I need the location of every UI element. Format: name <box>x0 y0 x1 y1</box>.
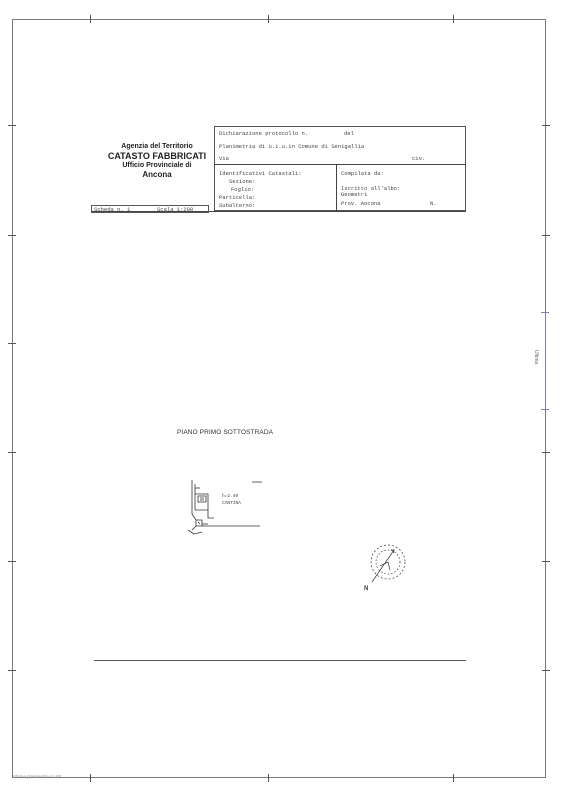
compass-north-label: N <box>364 586 369 592</box>
cadastral-label: Identificativi Catastali: <box>219 170 302 177</box>
frame-tick <box>268 15 269 23</box>
room-name: CANTINA <box>222 501 241 506</box>
cadastral-subunit: Subalterno: <box>219 202 256 209</box>
register-profession: Geometri <box>341 191 368 198</box>
province: Prov. Ancona <box>341 200 381 207</box>
municipality-row: Planimetria di u.i.u.in Comune di Senigallia <box>219 143 365 150</box>
agency-block <box>98 143 216 179</box>
frame-tick <box>542 452 550 453</box>
frame-tick <box>542 670 550 671</box>
agency-office: Ufficio Provinciale di <box>122 162 192 169</box>
street-row: Via <box>219 155 229 162</box>
frame-tick <box>8 235 16 236</box>
side-marker-cap <box>541 312 549 313</box>
agency-city: Ancona <box>142 170 172 179</box>
frame-tick <box>8 343 16 344</box>
compass-rose-icon <box>360 538 412 590</box>
cadastral-parcel: Particella: <box>219 194 256 201</box>
header-column-divider <box>336 164 337 211</box>
frame-tick <box>8 452 16 453</box>
frame-tick <box>542 235 550 236</box>
frame-tick <box>542 125 550 126</box>
frame-tick <box>542 561 550 562</box>
frame-tick <box>8 561 16 562</box>
compiled-by: Compilata da: <box>341 170 384 177</box>
frame-tick <box>90 774 91 782</box>
cadastral-sheet: Foglio: <box>231 186 255 193</box>
header-divider <box>214 164 466 165</box>
scale-label: Scala 1:200 <box>157 206 194 213</box>
side-marker-cap <box>541 409 549 410</box>
bottom-rule <box>94 660 466 661</box>
street-number: civ. <box>412 155 426 162</box>
frame-tick <box>8 670 16 671</box>
side-label: Ultima <box>533 350 539 365</box>
protocol-date: del <box>344 130 354 137</box>
floor-label: PIANO PRIMO SOTTOSTRADA <box>177 429 274 436</box>
side-marker-line <box>545 312 546 410</box>
register-line: Iscritto all'albo: <box>341 185 401 192</box>
room-height: h=2.40 <box>222 494 239 499</box>
frame-tick <box>90 15 91 23</box>
agency-name: Agenzia del Territorio <box>121 143 193 150</box>
frame-tick <box>268 774 269 782</box>
frame-tick <box>453 15 454 23</box>
cadastral-section: Sezione: <box>229 178 256 185</box>
footer-note: Ultima planimetria in atti <box>13 774 62 779</box>
agency-catasto: CATASTO FABBRICATI <box>107 151 207 161</box>
province-number: N. <box>430 200 437 207</box>
frame-tick <box>8 125 16 126</box>
sheet-number: Scheda n. 1 <box>94 206 131 213</box>
protocol-row: Dichiarazione protocollo n. <box>219 130 309 137</box>
frame-tick <box>453 774 454 782</box>
